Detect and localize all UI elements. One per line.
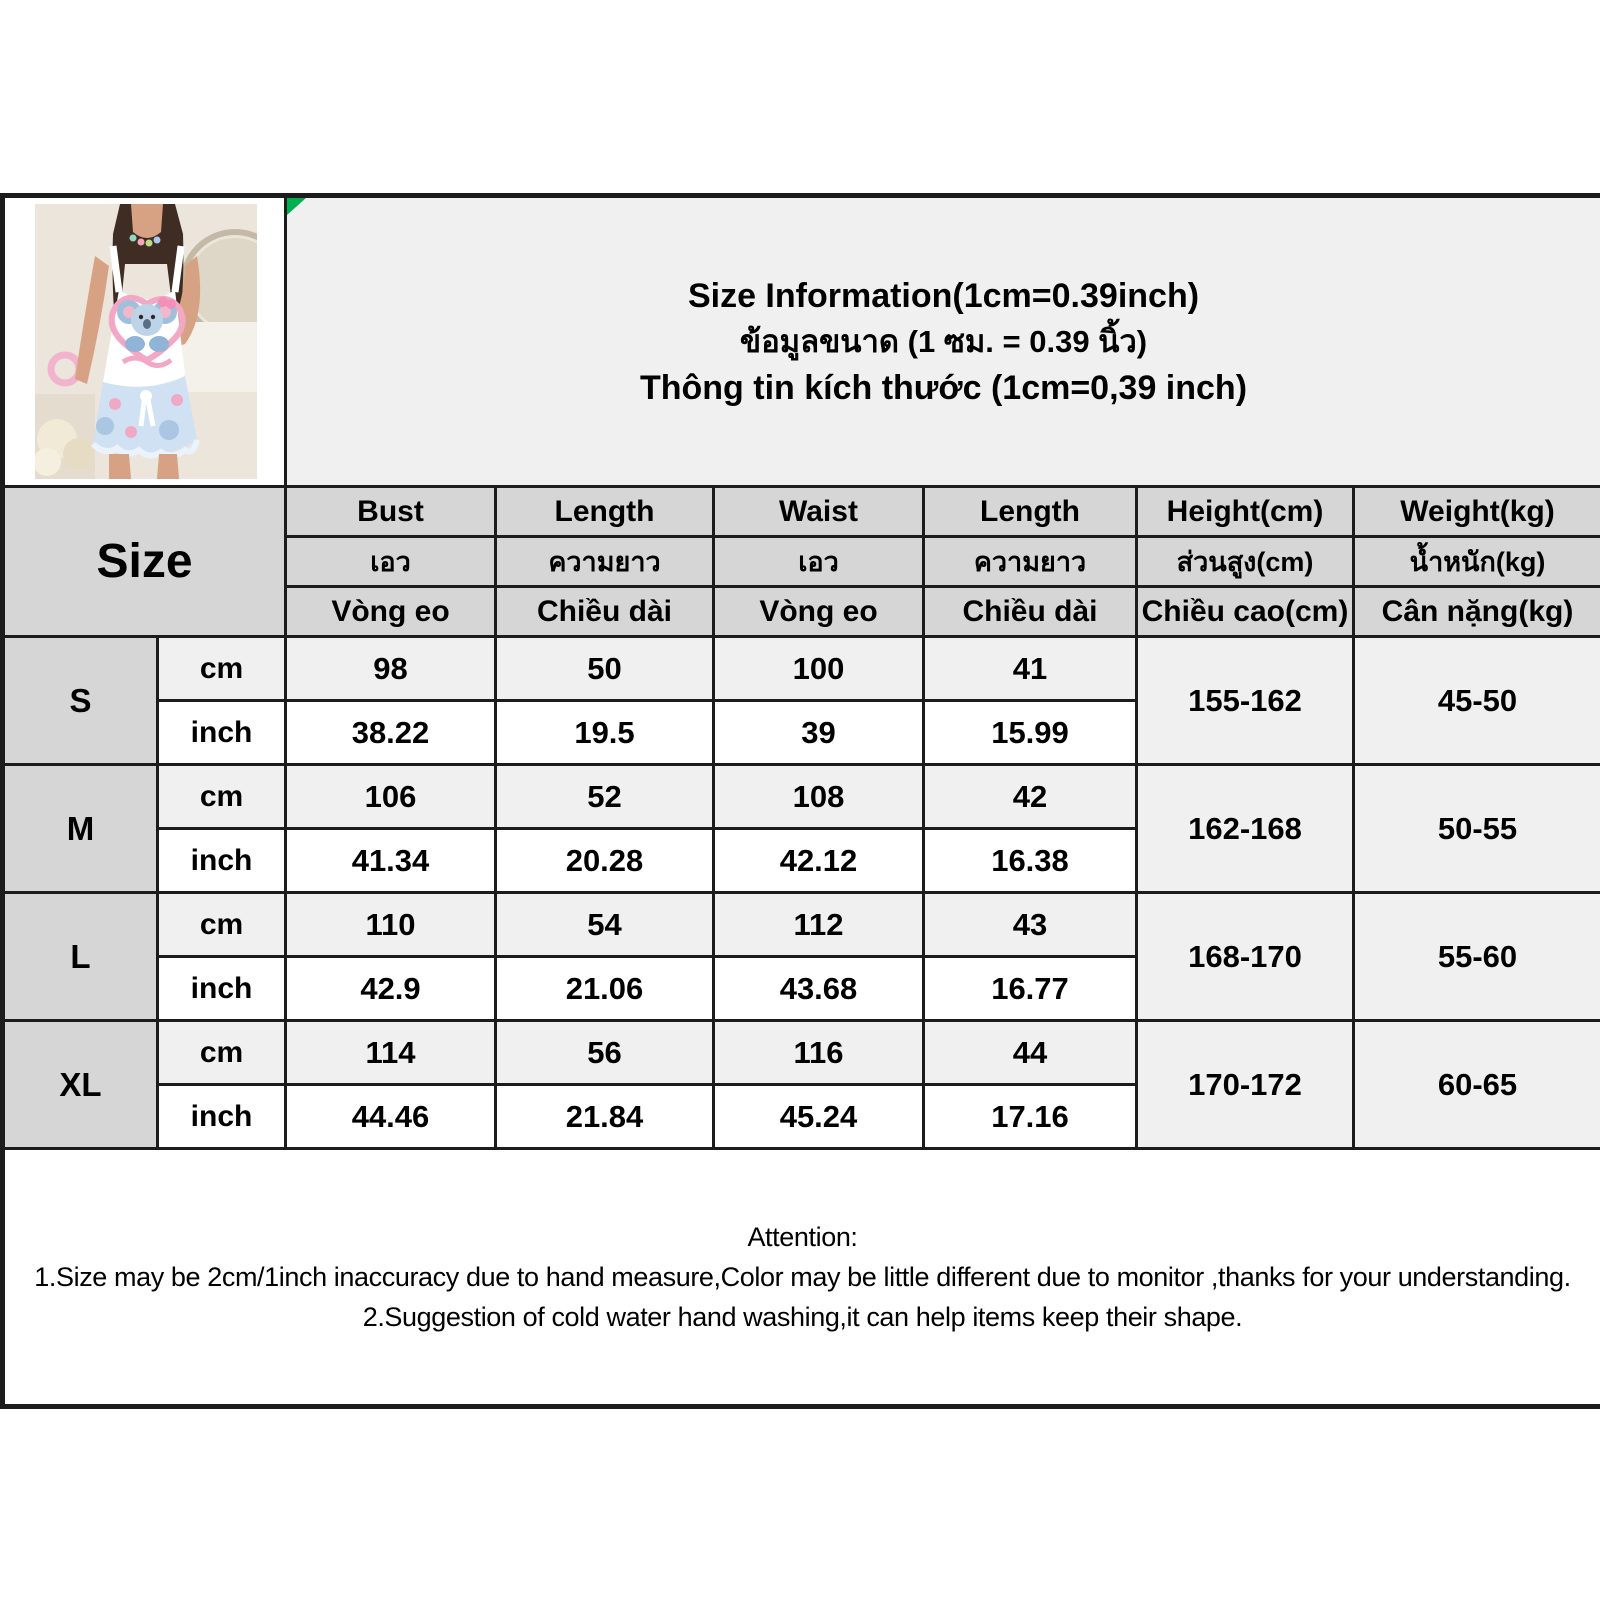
xl-length2-inch: 17.16	[924, 1085, 1137, 1149]
l-length2-inch: 16.77	[924, 957, 1137, 1021]
unit-label: cm	[158, 893, 286, 957]
col-bust-th: เอว	[286, 537, 496, 587]
xl-waist-inch: 45.24	[714, 1085, 924, 1149]
xl-waist-cm: 116	[714, 1021, 924, 1085]
col-weight-vi: Cân nặng(kg)	[1354, 587, 1600, 637]
title-vietnamese: Thông tin kích thước (1cm=0,39 inch)	[639, 368, 1248, 407]
col-length2-vi: Chiều dài	[924, 587, 1137, 637]
l-waist-inch: 43.68	[714, 957, 924, 1021]
unit-label: inch	[158, 829, 286, 893]
m-bust-inch: 41.34	[286, 829, 496, 893]
xl-height-range: 170-172	[1137, 1021, 1354, 1149]
l-length-inch: 21.06	[496, 957, 714, 1021]
xl-bust-cm: 114	[286, 1021, 496, 1085]
green-corner-marker-icon	[287, 198, 306, 215]
unit-label: inch	[158, 957, 286, 1021]
s-waist-inch: 39	[714, 701, 924, 765]
attention-heading: Attention:	[747, 1222, 858, 1252]
attention-note-2: 2.Suggestion of cold water hand washing,it can help items keep their shape.	[362, 1302, 1243, 1332]
product-photo	[5, 198, 284, 485]
unit-label: cm	[158, 637, 286, 701]
s-weight-range: 45-50	[1354, 637, 1600, 765]
product-photo-cell	[3, 196, 286, 487]
unit-label: inch	[158, 1085, 286, 1149]
col-length-vi: Chiều dài	[496, 587, 714, 637]
l-waist-cm: 112	[714, 893, 924, 957]
col-length-en: Length	[496, 487, 714, 537]
xl-length-cm: 56	[496, 1021, 714, 1085]
m-waist-inch: 42.12	[714, 829, 924, 893]
col-bust-vi: Vòng eo	[286, 587, 496, 637]
m-bust-cm: 106	[286, 765, 496, 829]
s-bust-cm: 98	[286, 637, 496, 701]
xl-bust-inch: 44.46	[286, 1085, 496, 1149]
s-height-range: 155-162	[1137, 637, 1354, 765]
m-weight-range: 50-55	[1354, 765, 1600, 893]
xl-length2-cm: 44	[924, 1021, 1137, 1085]
s-length-cm: 50	[496, 637, 714, 701]
l-weight-range: 55-60	[1354, 893, 1600, 1021]
col-waist-en: Waist	[714, 487, 924, 537]
size-label-s: S	[3, 637, 158, 765]
title-thai: ข้อมูลขนาด (1 ซม. = 0.39 นิ้ว)	[739, 323, 1148, 359]
size-label-xl: XL	[3, 1021, 158, 1149]
size-header: Size	[3, 487, 286, 637]
col-weight-en: Weight(kg)	[1354, 487, 1600, 537]
l-bust-inch: 42.9	[286, 957, 496, 1021]
s-waist-cm: 100	[714, 637, 924, 701]
l-length-cm: 54	[496, 893, 714, 957]
col-height-vi: Chiều cao(cm)	[1137, 587, 1354, 637]
size-label-m: M	[3, 765, 158, 893]
col-length2-th: ความยาว	[924, 537, 1137, 587]
m-length2-inch: 16.38	[924, 829, 1137, 893]
l-bust-cm: 110	[286, 893, 496, 957]
title-english: Size Information(1cm=0.39inch)	[687, 276, 1200, 315]
col-length-th: ความยาว	[496, 537, 714, 587]
col-height-th: ส่วนสูง(cm)	[1137, 537, 1354, 587]
attention-section	[3, 1149, 1600, 1407]
unit-label: cm	[158, 765, 286, 829]
unit-label: inch	[158, 701, 286, 765]
s-length2-cm: 41	[924, 637, 1137, 701]
size-information-table	[0, 193, 1600, 1409]
col-weight-th: น้ำหนัก(kg)	[1354, 537, 1600, 587]
s-length-inch: 19.5	[496, 701, 714, 765]
size-label-l: L	[3, 893, 158, 1021]
l-height-range: 168-170	[1137, 893, 1354, 1021]
s-length2-inch: 15.99	[924, 701, 1137, 765]
title-cell	[286, 196, 1600, 487]
s-bust-inch: 38.22	[286, 701, 496, 765]
col-length2-en: Length	[924, 487, 1137, 537]
pajama-set-photo-illustration	[35, 204, 257, 479]
col-bust-en: Bust	[286, 487, 496, 537]
m-waist-cm: 108	[714, 765, 924, 829]
col-waist-vi: Vòng eo	[714, 587, 924, 637]
m-length-inch: 20.28	[496, 829, 714, 893]
attention-note-1: 1.Size may be 2cm/1inch inaccuracy due to hand measure,Color may be little different due to monitor ,thanks for your understanding.	[34, 1262, 1571, 1292]
m-height-range: 162-168	[1137, 765, 1354, 893]
m-length-cm: 52	[496, 765, 714, 829]
xl-length-inch: 21.84	[496, 1085, 714, 1149]
col-waist-th: เอว	[714, 537, 924, 587]
unit-label: cm	[158, 1021, 286, 1085]
m-length2-cm: 42	[924, 765, 1137, 829]
xl-weight-range: 60-65	[1354, 1021, 1600, 1149]
l-length2-cm: 43	[924, 893, 1137, 957]
col-height-en: Height(cm)	[1137, 487, 1354, 537]
